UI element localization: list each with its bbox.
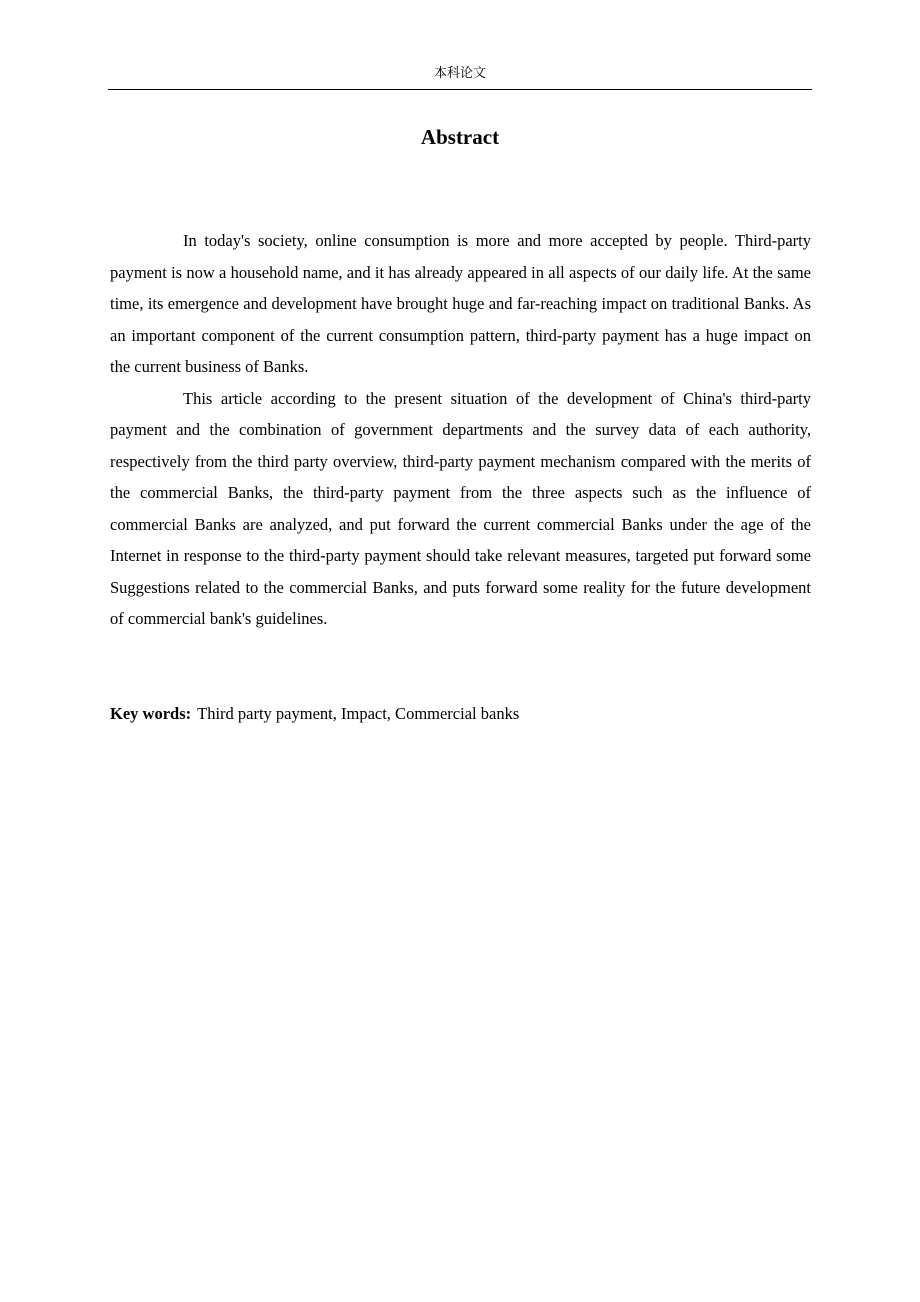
abstract-body	[110, 225, 811, 635]
abstract-paragraph-2: This article according to the present situation of the development of China's third-party payment and the combination of government departments and the survey data of each authority, respectively from the third party overview, third-party payment mechanism compared with the merits of the commercial Banks, the third-party payment from the three aspects such as the influence of commercial Banks are analyzed, and put forward the current commercial Banks under the age of the Internet in response to the third-party payment should take relevant measures, targeted put forward some Suggestions related to the commercial Banks, and puts forward some reality for the future development of commercial bank's guidelines.	[110, 388, 811, 628]
running-header: 本科论文	[433, 66, 486, 81]
keywords-value: Third party payment, Impact, Commercial banks	[197, 704, 520, 723]
abstract-paragraph-1: In today's society, online consumption is more and more accepted by people. Third-party payment is now a household name, and it has already appeared in all aspects of our daily life. At the same time, its emergence and development have brought huge and far-reaching impact on traditional Banks. As an important component of the current consumption pattern, third-party payment has a huge impact on the current business of Banks.	[110, 231, 811, 376]
keywords-line	[110, 698, 811, 730]
abstract-title: Abstract	[420, 125, 500, 149]
header-rule	[108, 89, 812, 90]
keywords-label: Key words:	[110, 704, 192, 723]
